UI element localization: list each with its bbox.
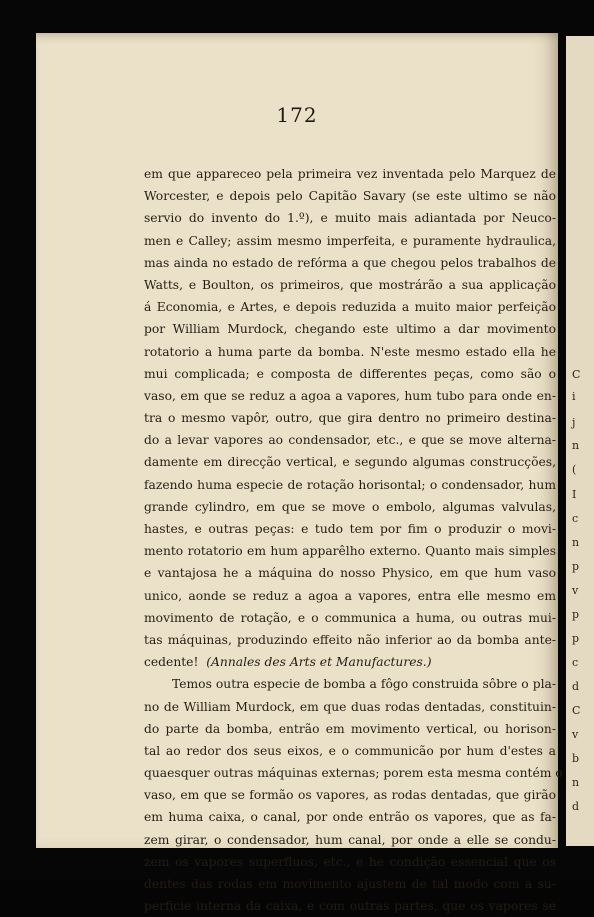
text-line: unico, aonde se reduz a agoa a vapores, entra elle mesmo em: [144, 588, 556, 603]
text-line: em huma caixa, o canal, por onde entrão os vapores, que as fa-: [144, 810, 556, 825]
text-line: mas ainda no estado de refórma a que chegou pelos trabalhos de: [144, 255, 556, 270]
text-line: men e Calley; assim mesmo imperfeita, e puramente hydraulica,: [144, 233, 556, 248]
text-line: Temos outra especie de bomba a fôgo construida sôbre o pla-: [172, 677, 556, 692]
facing-fragment: I: [572, 488, 577, 501]
facing-fragment: p: [572, 632, 580, 645]
facing-fragment: c: [572, 512, 579, 525]
text-line: Worcester, e depois pelo Capitão Savary (se este ultimo se não: [144, 189, 556, 204]
text-line: tal ao redor dos seus eixos, e o communicão por hum d'estes a: [144, 743, 556, 758]
facing-fragment: C: [572, 704, 581, 717]
text-line: mento rotatorio em hum apparêlho externo. Quanto mais simples: [144, 544, 556, 559]
book-page: [36, 33, 563, 914]
text-line: tra o mesmo vapôr, outro, que gira dentro no primeiro destina-: [144, 411, 556, 426]
text-line: zem os vapores superfluos, etc., e he condição essencial que os: [144, 854, 556, 869]
facing-fragment: b: [572, 752, 580, 765]
text-line: do a levar vapores ao condensador, etc., e que se move alterna-: [144, 433, 556, 448]
facing-fragment: v: [572, 584, 579, 597]
page-number: 172: [276, 103, 318, 127]
facing-fragment: i: [572, 390, 576, 403]
text-line: perficie interna da caixa, e com outras partes, que os vapores se: [144, 899, 556, 914]
text-line: Watts, e Boulton, os primeiros, que mostrárão a sua applicação: [144, 277, 556, 292]
facing-fragment: c: [572, 656, 579, 669]
text-line: em que appareceo pela primeira vez inventada pelo Marquez de: [144, 167, 556, 181]
body-text: [144, 163, 563, 917]
text-line: grande cylindro, em que se move o embolo, algumas valvulas,: [144, 499, 556, 514]
facing-fragment: d: [572, 680, 580, 693]
paragraph-1: [144, 163, 556, 673]
facing-fragment: C: [572, 368, 581, 381]
text-line: quaesquer outras máquinas externas; porem esta mesma contém o: [144, 766, 563, 781]
text-line: mui complicada; e composta de differentes peças, como são o: [144, 366, 556, 381]
text-line: servio do invento do 1.º), e muito mais adiantada por Neuco-: [144, 211, 556, 226]
facing-fragment: n: [572, 439, 580, 452]
text-line: vaso, em que se reduz a agoa a vapores, hum tubo para onde en-: [144, 388, 556, 403]
text-line: e vantajosa he a máquina do nosso Physico, em que hum vaso: [144, 566, 556, 581]
text-line: vaso, em que se formão os vapores, as rodas dentadas, que girão: [144, 788, 556, 803]
text-line-last: [144, 651, 556, 673]
text-line: do parte da bomba, entrão em movimento vertical, ou horison-: [144, 721, 556, 736]
text-line: movimento de rotação, e o communica a huma, ou outras mui-: [144, 610, 556, 625]
text-line: no de William Murdock, em que duas rodas dentadas, constituin-: [144, 699, 556, 714]
source-citation: (Annales des Arts et Manufactures.): [206, 655, 432, 670]
text-line: á Economia, e Artes, e depois reduzida a muito maior perfeição: [144, 300, 556, 315]
facing-fragment: n: [572, 776, 580, 789]
facing-fragment: (: [572, 463, 577, 476]
text-line: dentes das rodas em movimento ajustem de tal modo com a su-: [144, 877, 556, 891]
text-line: fazendo huma especie de rotação horisontal; o condensador, hum: [144, 477, 556, 492]
closing-text: cedente!: [144, 655, 199, 670]
text-line: tas máquinas, produzindo effeito não inferior ao da bomba ante-: [144, 632, 556, 647]
text-line: rotatorio a huma parte da bomba. N'este mesmo estado ella he: [144, 344, 556, 359]
text-line: hastes, e outras peças: e tudo tem por fim o produzir o movi-: [144, 522, 556, 536]
facing-fragment: d: [572, 800, 580, 813]
text-line: por William Murdock, chegando este ultimo a dar movimento: [144, 322, 556, 337]
paragraph-2: [144, 673, 563, 917]
facing-fragment: n: [572, 536, 580, 549]
text-line: damente em direcção vertical, e segundo algumas construcções,: [144, 455, 556, 470]
facing-fragment: p: [572, 560, 580, 573]
facing-fragment: j: [572, 416, 576, 429]
text-line: zem girar, o condensador, hum canal, por onde a elle se condu-: [144, 832, 556, 847]
facing-page-edge: [566, 36, 594, 846]
facing-fragment: v: [572, 728, 579, 741]
facing-fragment: p: [572, 608, 580, 621]
